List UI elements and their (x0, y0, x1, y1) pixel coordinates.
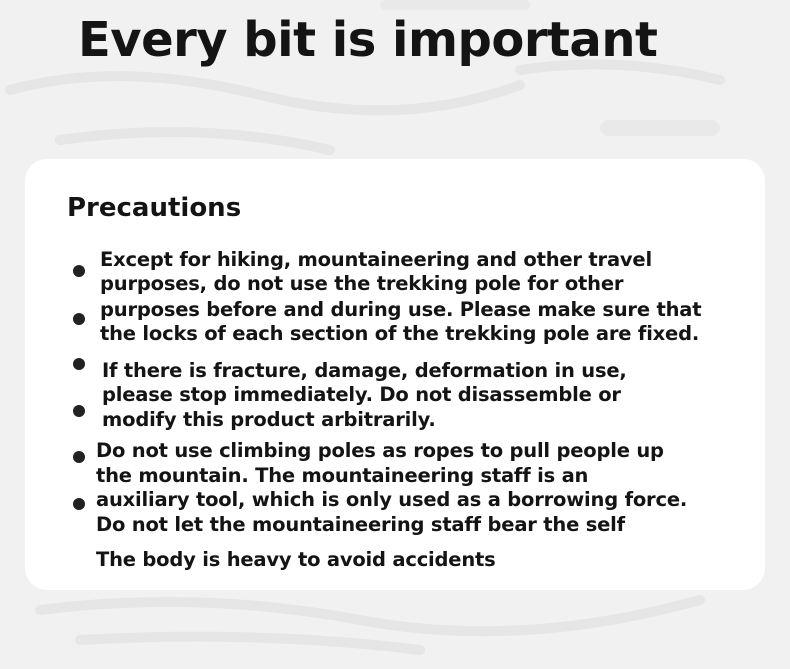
precaution-line: auxiliary tool, which is only used as a borrowing force. (96, 488, 688, 511)
precaution-line: please stop immediately. Do not disassemble or (102, 383, 621, 406)
bullet-dot (73, 405, 85, 417)
precaution-line: modify this product arbitrarily. (102, 408, 436, 431)
precaution-line: If there is fracture, damage, deformation in use, (102, 359, 627, 382)
page-headline: Every bit is important (78, 12, 658, 68)
precaution-line: Except for hiking, mountaineering and other travel (100, 248, 652, 271)
precaution-line: purposes before and during use. Please make sure that (100, 298, 702, 321)
bullet-dot (73, 265, 85, 277)
bullet-dot (73, 451, 85, 463)
card-title: Precautions (67, 193, 242, 223)
precaution-line: the locks of each section of the trekking pole are fixed. (100, 322, 700, 345)
bullet-dot (73, 358, 85, 370)
precaution-line: Do not use climbing poles as ropes to pull people up (96, 439, 664, 462)
precautions-card (25, 159, 765, 590)
precaution-line: The body is heavy to avoid accidents (96, 548, 496, 571)
precaution-line: the mountain. The mountaineering staff is an (96, 464, 589, 487)
bullet-dot (73, 313, 85, 325)
bullet-dot (73, 498, 85, 510)
precaution-line: Do not let the mountaineering staff bear the self (96, 513, 625, 536)
precaution-line: purposes, do not use the trekking pole for other (100, 272, 624, 295)
